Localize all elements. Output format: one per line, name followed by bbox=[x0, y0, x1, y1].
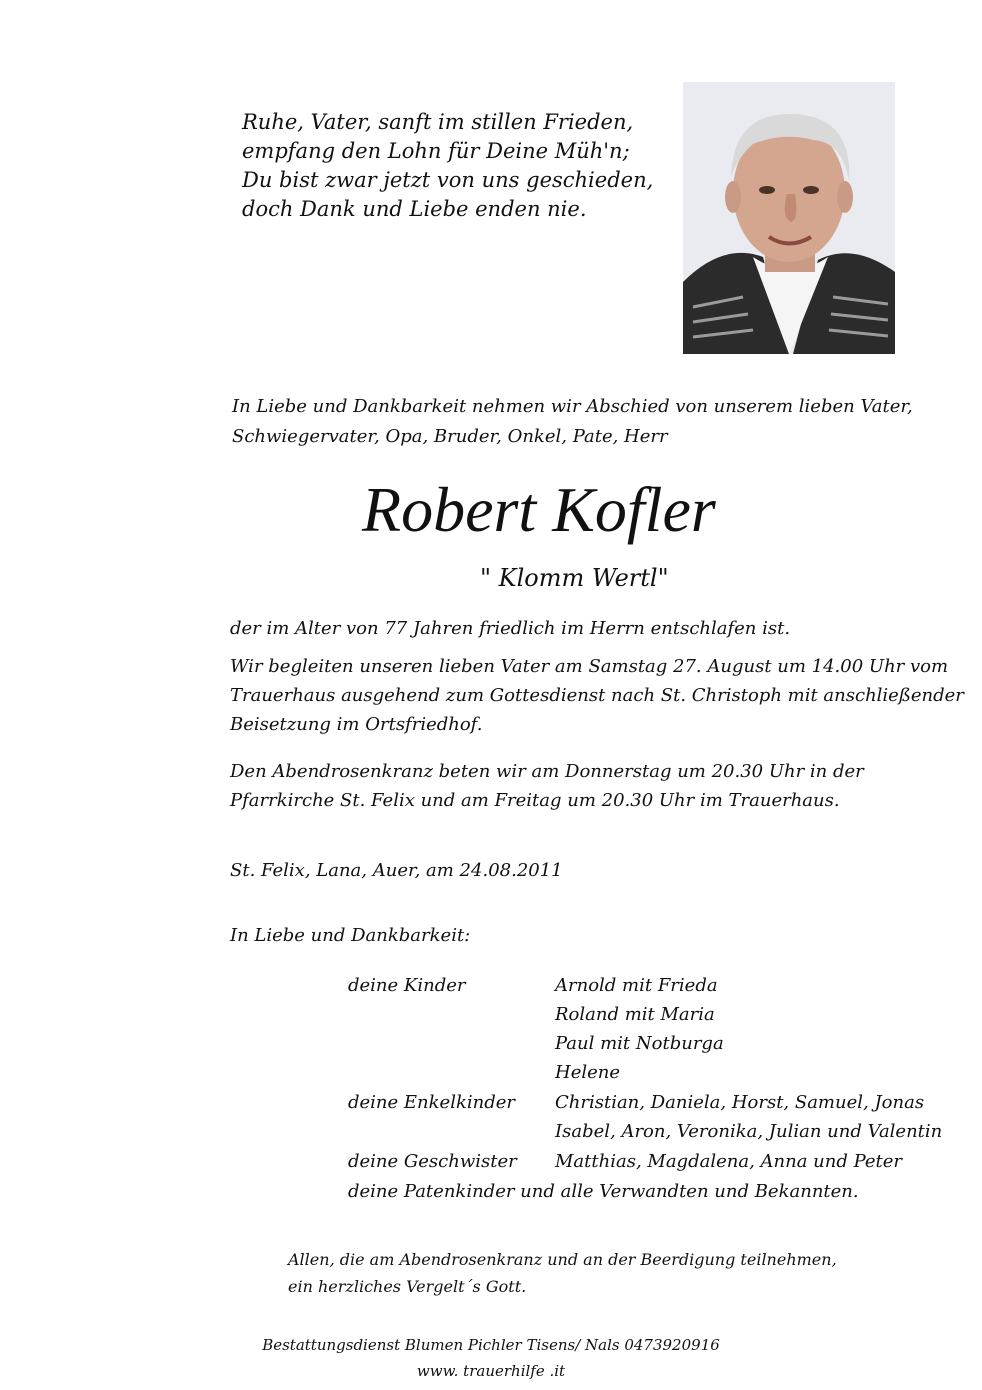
final-line: ein herzliches Vergelt´s Gott. bbox=[288, 1277, 527, 1296]
deceased-name: Robert Kofler bbox=[362, 474, 716, 545]
grandchildren-list bbox=[555, 1088, 942, 1146]
intro-text bbox=[232, 392, 913, 452]
child-name: Paul mit Notburga bbox=[555, 1033, 724, 1054]
portrait-image bbox=[683, 82, 895, 354]
funeral-line: Beisetzung im Ortsfriedhof. bbox=[230, 714, 483, 735]
age-line: der im Alter von 77 Jahren friedlich im Herrn entschlafen ist. bbox=[230, 618, 791, 639]
verse-line: Du bist zwar jetzt von uns geschieden, bbox=[242, 168, 654, 192]
child-name: Arnold mit Frieda bbox=[555, 975, 718, 996]
rosary-line: Den Abendrosenkranz beten wir am Donnerstag um 20.30 Uhr in der bbox=[230, 761, 864, 782]
child-name: Helene bbox=[555, 1062, 621, 1083]
rosary-line: Pfarrkirche St. Felix und am Freitag um 20.30 Uhr im Trauerhaus. bbox=[230, 790, 840, 811]
portrait-photo bbox=[683, 82, 895, 354]
nickname: " Klomm Wertl" bbox=[480, 564, 669, 592]
rosary-paragraph bbox=[230, 757, 864, 815]
children-label: deine Kinder bbox=[348, 975, 466, 996]
footer-company: Bestattungsdienst Blumen Pichler Tisens/ Nals 0473920916 bbox=[262, 1336, 720, 1354]
grandchildren-line: Christian, Daniela, Horst, Samuel, Jonas bbox=[555, 1092, 925, 1113]
intro-line: In Liebe und Dankbarkeit nehmen wir Abschied von unserem lieben Vater, bbox=[232, 396, 913, 417]
final-thanks bbox=[288, 1246, 837, 1300]
grandchildren-label: deine Enkelkinder bbox=[348, 1092, 515, 1113]
funeral-paragraph bbox=[230, 652, 964, 739]
siblings-list: Matthias, Magdalena, Anna und Peter bbox=[555, 1151, 903, 1172]
funeral-line: Wir begleiten unseren lieben Vater am Samstag 27. August um 14.00 Uhr vom bbox=[230, 656, 949, 677]
thanks-heading: In Liebe und Dankbarkeit: bbox=[230, 925, 471, 946]
closing-line: deine Patenkinder und alle Verwandten und Bekannten. bbox=[348, 1181, 859, 1202]
intro-line: Schwiegervater, Opa, Bruder, Onkel, Pate, Herr bbox=[232, 426, 668, 447]
place-date: St. Felix, Lana, Auer, am 24.08.2011 bbox=[230, 860, 563, 881]
verse-line: Ruhe, Vater, sanft im stillen Frieden, bbox=[242, 110, 634, 134]
funeral-line: Trauerhaus ausgehend zum Gottesdienst nach St. Christoph mit anschließender bbox=[230, 685, 964, 706]
children-list bbox=[555, 971, 724, 1087]
final-line: Allen, die am Abendrosenkranz und an der Beerdigung teilnehmen, bbox=[288, 1250, 837, 1269]
child-name: Roland mit Maria bbox=[555, 1004, 715, 1025]
siblings-label: deine Geschwister bbox=[348, 1151, 517, 1172]
poem-verse bbox=[242, 108, 653, 224]
verse-line: empfang den Lohn für Deine Müh'n; bbox=[242, 139, 630, 163]
verse-line: doch Dank und Liebe enden nie. bbox=[242, 197, 587, 221]
grandchildren-line: Isabel, Aron, Veronika, Julian und Valentin bbox=[555, 1121, 943, 1142]
footer-website: www. trauerhilfe .it bbox=[416, 1362, 566, 1380]
